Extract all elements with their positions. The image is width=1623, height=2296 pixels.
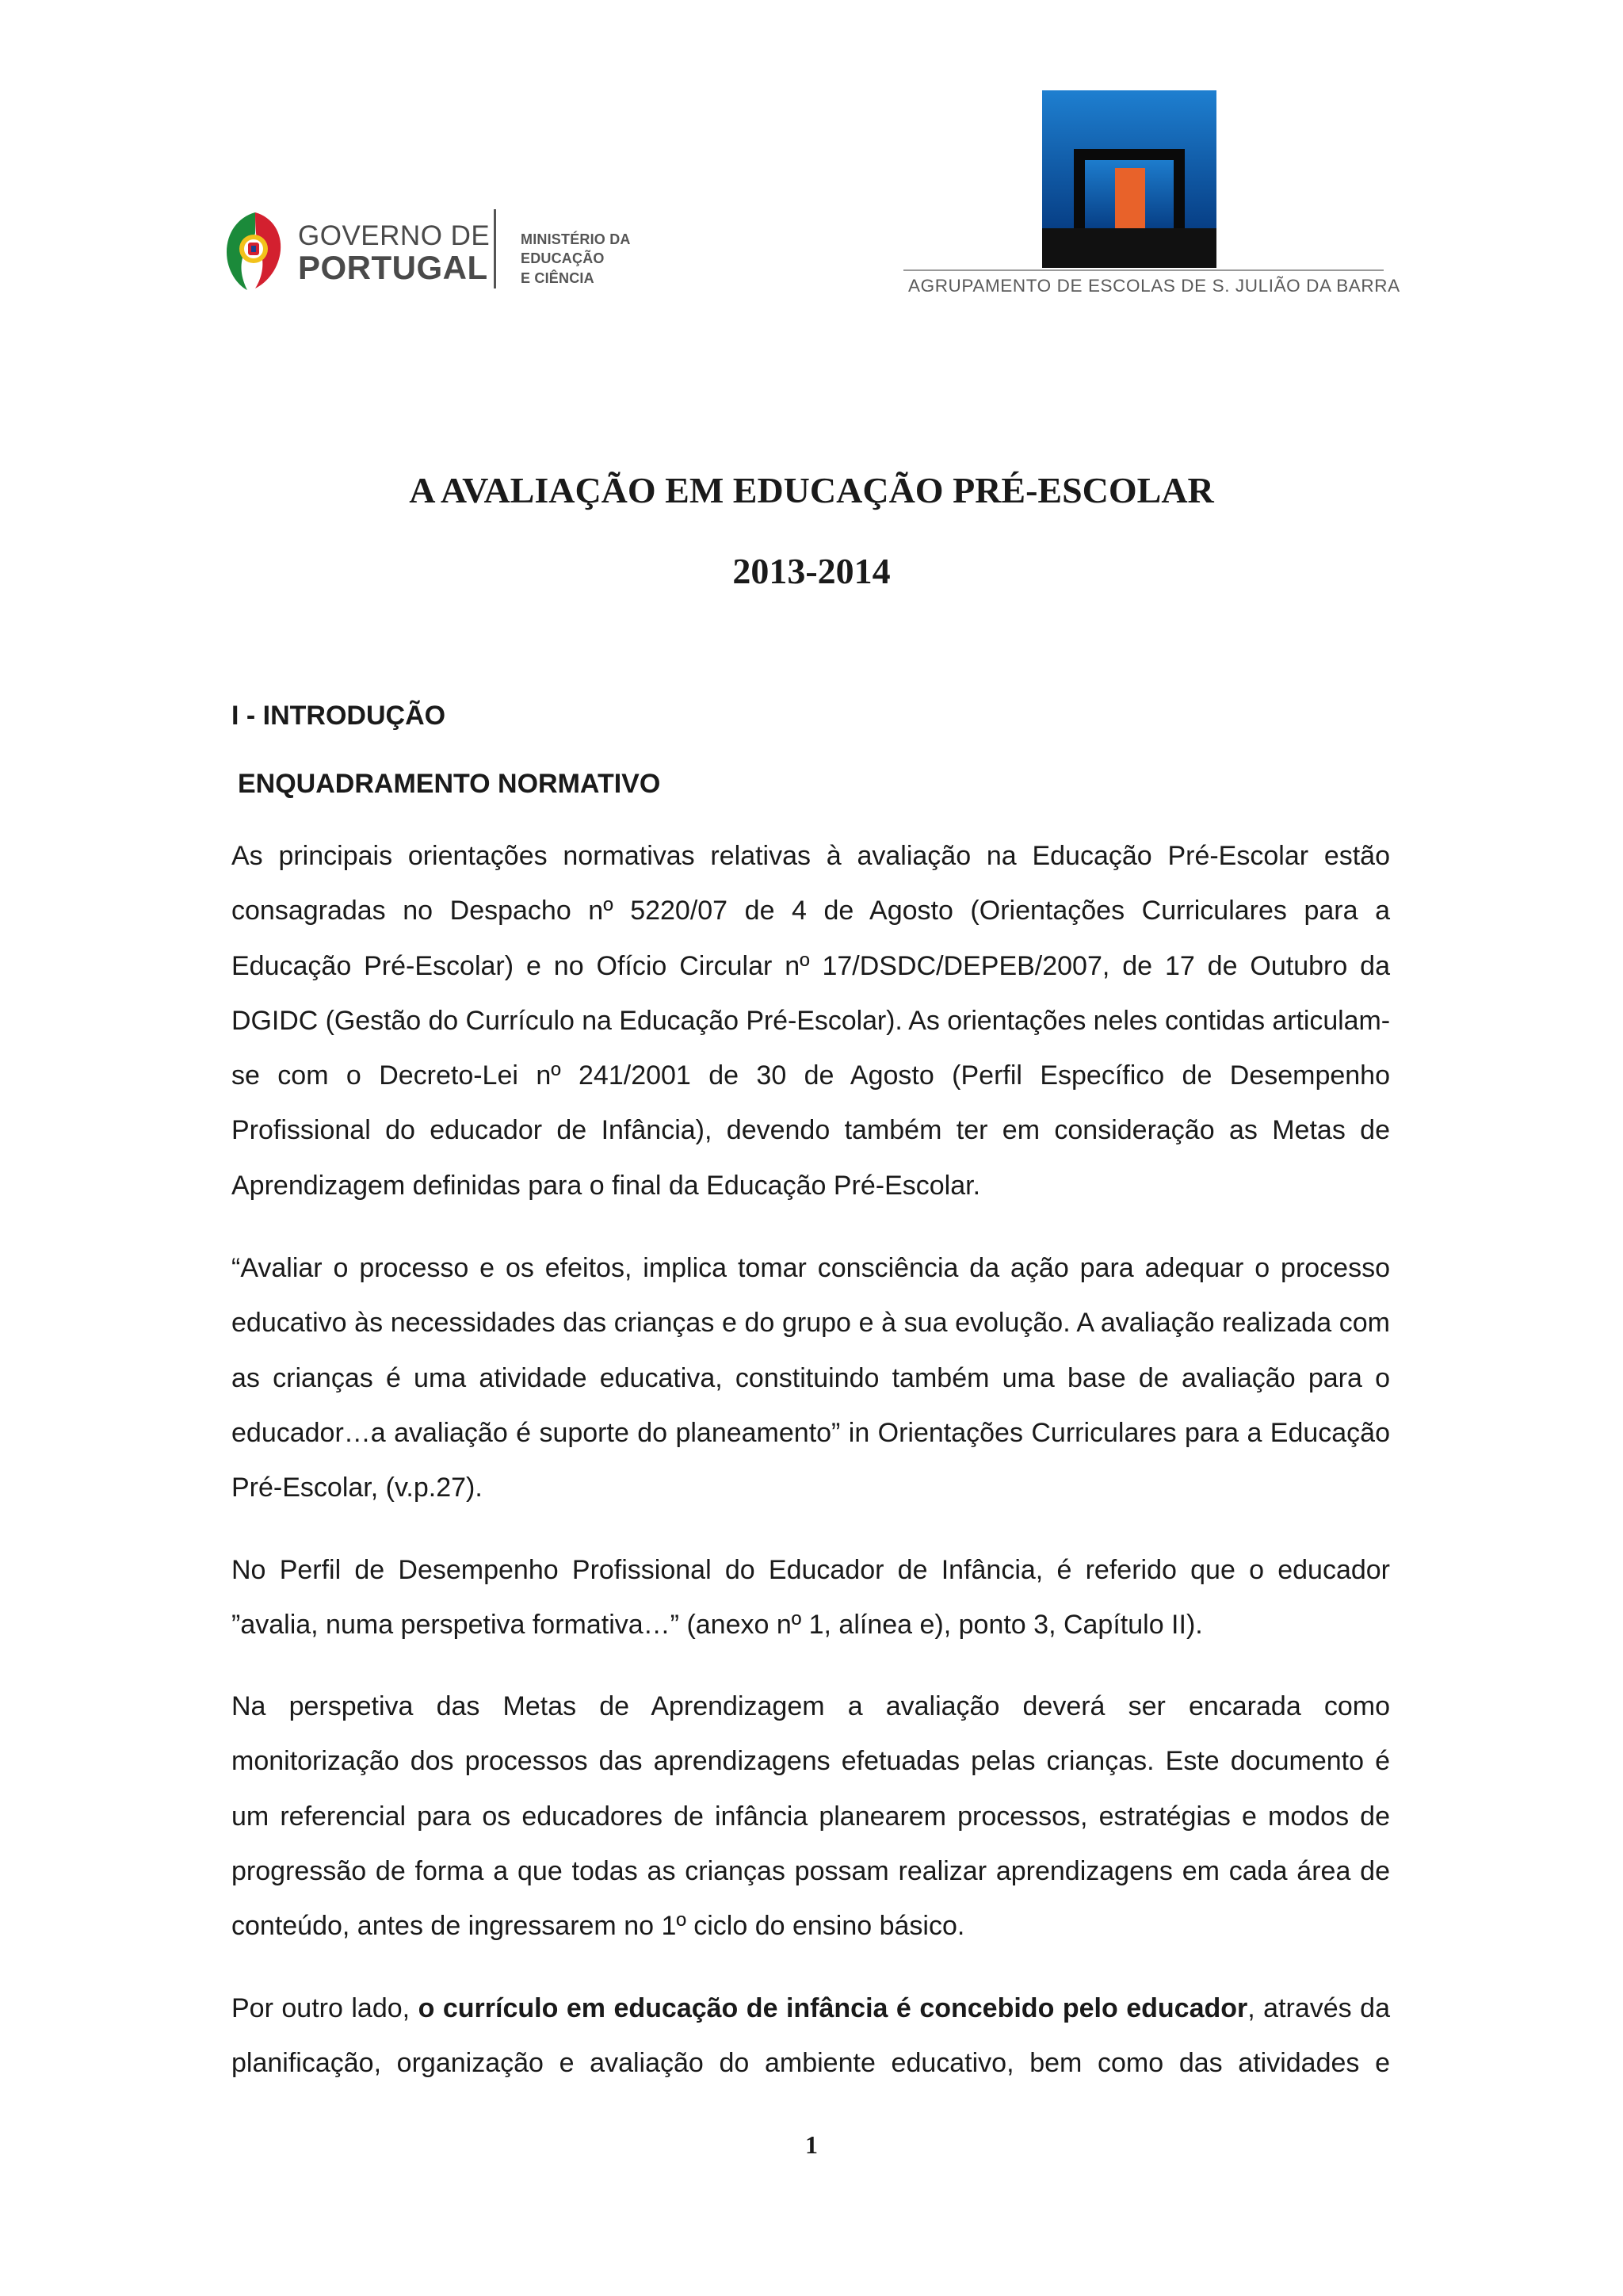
paragraph-5 (231, 1981, 1390, 2092)
p2-line: Pré-Escolar, (v.p.27). (231, 1473, 483, 1503)
school-name: AGRUPAMENTO DE ESCOLAS DE S. JULIÃO DA BARRA (908, 276, 1400, 296)
section-heading-framework: ENQUADRAMENTO NORMATIVO (238, 769, 661, 799)
p5-text-end: , através da (1247, 1993, 1390, 2023)
p1-line: se com o Decreto-Lei nº 241/2001 de 30 de Agosto (Perfil Específico de Desempenho (231, 1060, 1390, 1091)
school-logo (903, 90, 1400, 304)
ministry-line2: E CIÊNCIA (521, 269, 594, 286)
p1-line: consagradas no Despacho nº 5220/07 de 4 de Agosto (Orientações Curriculares para a (231, 896, 1390, 926)
p1-line: DGIDC (Gestão do Currículo na Educação Pré-Escolar). As orientações neles contidas articulam- (231, 1005, 1390, 1036)
p2-line: educativo às necessidades das crianças e do grupo e à sua evolução. A avaliação realizada com (231, 1308, 1390, 1339)
p1-line: Educação Pré-Escolar) e no Ofício Circular nº 17/DSDC/DEPEB/2007, de 17 de Outubro da (231, 950, 1390, 981)
p1-line: Profissional do educador de Infância), devendo também ter em consideração as Metas de (231, 1115, 1390, 1146)
p4-line: Na perspetiva das Metas de Aprendizagem a avaliação deverá ser encarada como (231, 1691, 1390, 1721)
p4-line: conteúdo, antes de ingressarem no 1º ciclo do ensino básico. (231, 1911, 965, 1942)
school-emblem-icon (1042, 90, 1216, 268)
page-number: 1 (805, 2130, 818, 2159)
p4-line: progressão de forma a que todas as crianças possam realizar aprendizagens em cada área de (231, 1855, 1390, 1886)
school-logo-rule (903, 269, 1384, 271)
ministry-label (521, 230, 715, 288)
p5-line-2: planificação, organização e avaliação do ambiente educativo, bem como das atividades e (231, 2048, 1390, 2079)
p3-line: No Perfil de Desempenho Profissional do Educador de Infância, é referido que o educador (231, 1555, 1390, 1585)
portugal-emblem-icon (223, 209, 284, 292)
gov-line2: PORTUGAL (298, 249, 488, 286)
paragraph-1 (231, 829, 1390, 1213)
p1-line: Aprendizagem definidas para o final da Educação Pré-Escolar. (231, 1170, 981, 1201)
p4-line: monitorização dos processos das aprendizagens efetuadas pelas crianças. Este documento é (231, 1746, 1390, 1777)
p5-line-1 (231, 1981, 1390, 2036)
document-year: 2013-2014 (732, 551, 891, 591)
gov-wordmark (298, 222, 490, 285)
ministry-line1: MINISTÉRIO DA EDUCAÇÃO (521, 231, 630, 267)
p2-line: as crianças é uma atividade educativa, constituindo também uma base de avaliação para o (231, 1362, 1390, 1393)
p1-line: As principais orientações normativas relativas à avaliação na Educação Pré-Escolar estão (231, 841, 1390, 871)
gov-line1: GOVERNO DE (298, 220, 491, 251)
section-heading-intro: I - INTRODUÇÃO (231, 701, 446, 731)
paragraph-4 (231, 1679, 1390, 1954)
governo-portugal-logo (223, 204, 715, 298)
p5-bold-text: o currículo em educação de infância é concebido pelo educador (418, 1993, 1248, 2023)
p2-line: educador…a avaliação é suporte do planeamento” in Orientações Curriculares para a Educação (231, 1417, 1390, 1448)
document-title: A AVALIAÇÃO EM EDUCAÇÃO PRÉ-ESCOLAR (409, 470, 1214, 510)
paragraph-2-quote (231, 1241, 1390, 1515)
logo-divider (494, 209, 496, 288)
p5-text-start: Por outro lado, (231, 1993, 418, 2023)
paragraph-3 (231, 1543, 1390, 1653)
p4-line: um referencial para os educadores de infância planearem processos, estratégias e modos de (231, 1801, 1390, 1832)
p2-line: “Avaliar o processo e os efeitos, implica tomar consciência da ação para adequar o processo (231, 1253, 1390, 1283)
p3-line: ”avalia, numa perspetiva formativa…” (anexo nº 1, alínea e), ponto 3, Capítulo II). (231, 1610, 1203, 1641)
